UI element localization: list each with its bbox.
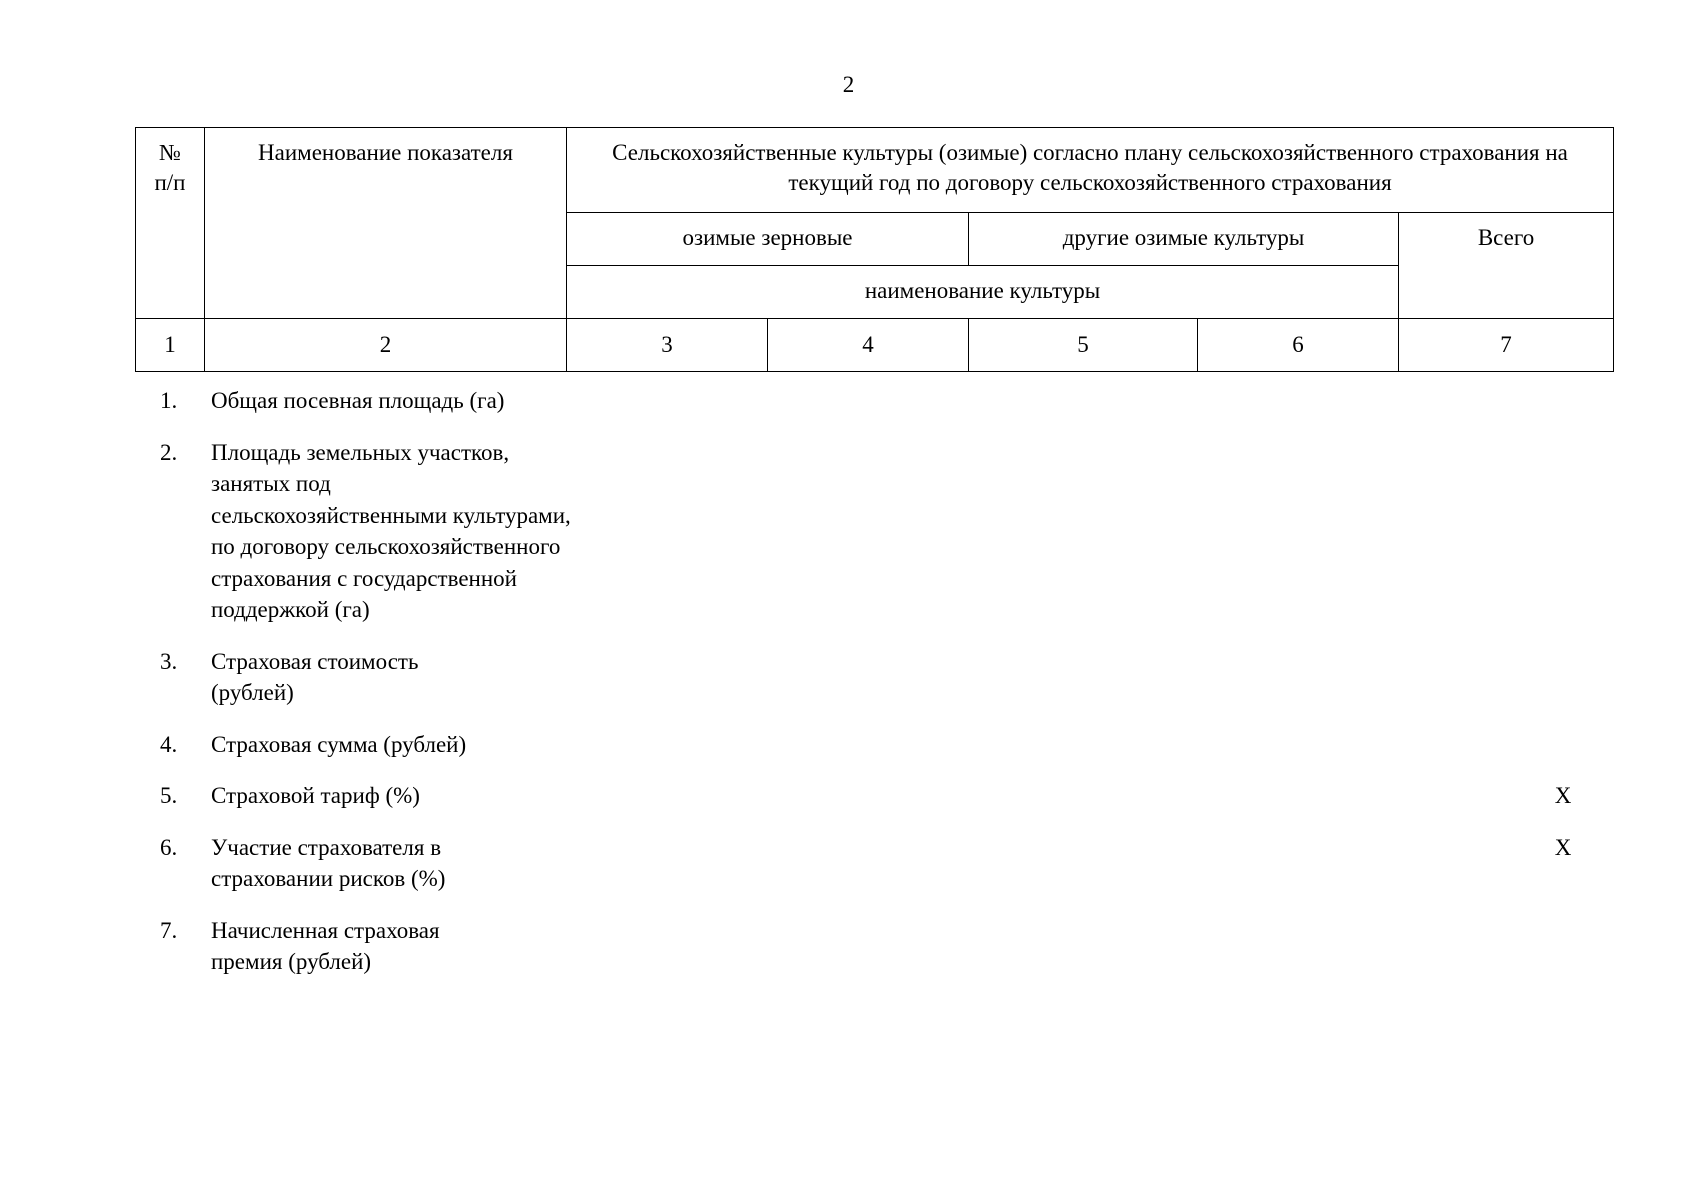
row-number: 5. — [160, 783, 178, 808]
row-label: Участие страхователя в страховании рисков (%) — [211, 834, 446, 891]
indicator-row — [135, 729, 1613, 761]
row-number: 7. — [160, 917, 178, 943]
header-winter-grain: озимые зерновые — [567, 213, 969, 266]
column-number: 6 — [1198, 319, 1399, 372]
row-label: Страховая стоимость (рублей) — [211, 648, 419, 705]
column-number: 3 — [567, 319, 768, 372]
header-total: Всего — [1399, 213, 1614, 319]
column-number: 4 — [768, 319, 969, 372]
row-label: Страховой тариф (%) — [211, 783, 420, 808]
column-number: 1 — [136, 319, 205, 372]
indicator-row — [135, 832, 1613, 895]
row-total-mark: X — [1554, 834, 1572, 860]
indicator-row — [135, 646, 1613, 709]
row-number: 3. — [160, 648, 178, 674]
row-number: 1. — [160, 388, 178, 413]
row-label: Начисленная страховая премия (рублей) — [211, 917, 440, 974]
header-name-col: Наименование показателя — [205, 128, 567, 319]
row-number: 4. — [160, 731, 178, 757]
row-label: Общая посевная площадь (га) — [211, 388, 505, 413]
indicator-rows — [135, 385, 1613, 998]
column-number: 7 — [1399, 319, 1614, 372]
column-number: 2 — [205, 319, 567, 372]
header-num-col: № п/п — [136, 128, 205, 319]
row-total-mark: X — [1554, 783, 1572, 808]
row-label: Страховая сумма (рублей) — [211, 731, 467, 757]
column-number: 5 — [969, 319, 1198, 372]
header-other-winter: другие озимые культуры — [969, 213, 1399, 266]
header-crops-group: Сельскохозяйственные культуры (озимые) согласно плану сельскохозяйственного страхования на текущий год по договору сельскохозяйственного страхования — [567, 128, 1614, 213]
row-label: Площадь земельных участков, занятых под сельскохозяйственными культурами, по договору сельскохозяйственного страхования с государственной поддержкой (га) — [211, 439, 571, 622]
indicator-row — [135, 385, 1613, 417]
header-crop-name: наименование культуры — [567, 266, 1399, 319]
page-number: 2 — [842, 72, 855, 97]
indicator-row — [135, 780, 1613, 812]
indicator-row — [135, 915, 1613, 978]
row-number: 6. — [160, 834, 178, 860]
row-number: 2. — [160, 439, 178, 465]
indicator-row — [135, 437, 1613, 626]
header-table — [135, 127, 1614, 372]
